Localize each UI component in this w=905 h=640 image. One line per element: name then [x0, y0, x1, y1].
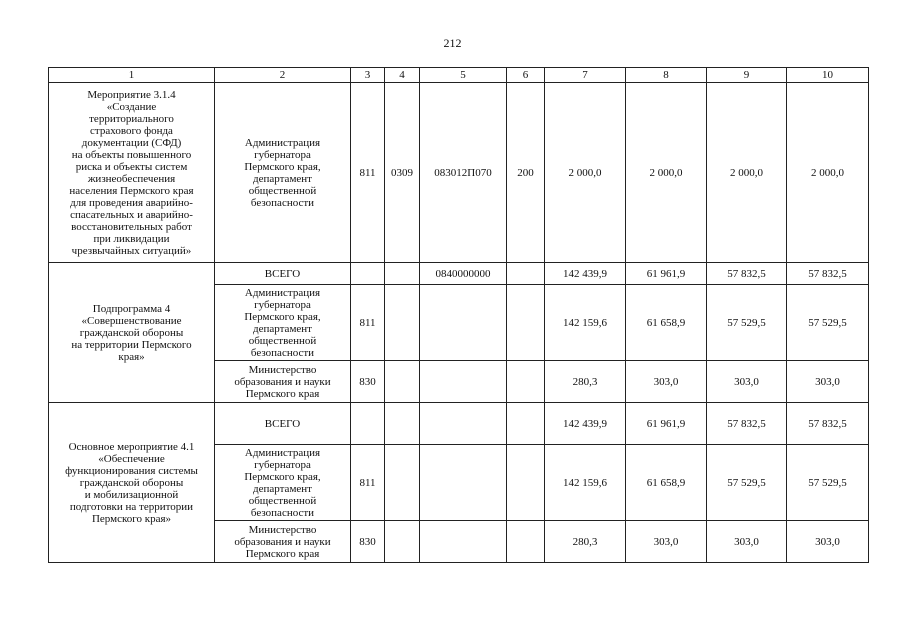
header-col-7: 7 — [545, 68, 626, 83]
subprogram-4-total-label: ВСЕГО — [215, 263, 351, 285]
event-3-1-4-col10: 2 000,0 — [787, 83, 869, 263]
main-event-4-1-name: Основное мероприятие 4.1 «Обеспечение функционирования системы гражданской обороны и мобилизационной подготовки на территории Пермского края» — [49, 403, 215, 563]
subprogram-4-total-csr: 0840000000 — [420, 263, 507, 285]
subprogram-4-total-col8: 61 961,9 — [626, 263, 707, 285]
subprogram-4-ministry-col9: 303,0 — [707, 361, 787, 403]
main-event-4-1-total-col10: 57 832,5 — [787, 403, 869, 445]
header-col-1: 1 — [49, 68, 215, 83]
event-3-1-4-col7: 2 000,0 — [545, 83, 626, 263]
subprogram-4-ministry-col7: 280,3 — [545, 361, 626, 403]
main-event-4-1-total-label: ВСЕГО — [215, 403, 351, 445]
main-event-4-1-ministry-grbs: 830 — [351, 521, 385, 563]
header-col-3: 3 — [351, 68, 385, 83]
subprogram-4-admin-executor: Администрация губернатора Пермского края, департамент общественной безопасности — [215, 285, 351, 361]
main-event-4-1-total-col8: 61 961,9 — [626, 403, 707, 445]
main-event-4-1-total-col9: 57 832,5 — [707, 403, 787, 445]
main-event-4-1-ministry-col9: 303,0 — [707, 521, 787, 563]
table-row-subprogram-4-total — [49, 263, 869, 285]
main-event-4-1-admin-col9: 57 529,5 — [707, 445, 787, 521]
header-row — [49, 68, 869, 83]
main-event-4-1-admin-grbs: 811 — [351, 445, 385, 521]
subprogram-4-admin-col9: 57 529,5 — [707, 285, 787, 361]
main-event-4-1-ministry-col7: 280,3 — [545, 521, 626, 563]
header-col-5: 5 — [420, 68, 507, 83]
main-event-4-1-admin-col10: 57 529,5 — [787, 445, 869, 521]
event-3-1-4-vr: 200 — [507, 83, 545, 263]
main-event-4-1-ministry-executor: Министерство образования и науки Пермского края — [215, 521, 351, 563]
event-3-1-4-grbs: 811 — [351, 83, 385, 263]
main-event-4-1-ministry-col8: 303,0 — [626, 521, 707, 563]
header-col-10: 10 — [787, 68, 869, 83]
subprogram-4-admin-col10: 57 529,5 — [787, 285, 869, 361]
table-row-event-3-1-4 — [49, 83, 869, 263]
subprogram-4-total-col9: 57 832,5 — [707, 263, 787, 285]
event-3-1-4-name: Мероприятие 3.1.4 «Создание территориального страхового фонда документации (СФД) на объекты повышенного риска и объекты систем жизнеобеспечения населения Пермского края для проведения аварийно- спасательных и аварийно- восстановительных работ при ликвидации чрезвычайных ситуаций» — [49, 83, 215, 263]
subprogram-4-ministry-executor: Министерство образования и науки Пермского края — [215, 361, 351, 403]
subprogram-4-admin-grbs: 811 — [351, 285, 385, 361]
subprogram-4-ministry-col10: 303,0 — [787, 361, 869, 403]
header-col-6: 6 — [507, 68, 545, 83]
event-3-1-4-executor: Администрация губернатора Пермского края, департамент общественной безопасности — [215, 83, 351, 263]
main-event-4-1-admin-col7: 142 159,6 — [545, 445, 626, 521]
subprogram-4-name: Подпрограмма 4 «Совершенствование гражданской обороны на территории Пермского края» — [49, 263, 215, 403]
header-col-9: 9 — [707, 68, 787, 83]
main-event-4-1-admin-executor: Администрация губернатора Пермского края, департамент общественной безопасности — [215, 445, 351, 521]
main-event-4-1-total-col7: 142 439,9 — [545, 403, 626, 445]
main-event-4-1-ministry-col10: 303,0 — [787, 521, 869, 563]
subprogram-4-total-col7: 142 439,9 — [545, 263, 626, 285]
main-event-4-1-admin-col8: 61 658,9 — [626, 445, 707, 521]
budget-table — [48, 67, 869, 563]
header-col-2: 2 — [215, 68, 351, 83]
subprogram-4-admin-col8: 61 658,9 — [626, 285, 707, 361]
event-3-1-4-col8: 2 000,0 — [626, 83, 707, 263]
subprogram-4-total-col10: 57 832,5 — [787, 263, 869, 285]
header-col-8: 8 — [626, 68, 707, 83]
event-3-1-4-col9: 2 000,0 — [707, 83, 787, 263]
header-col-4: 4 — [385, 68, 420, 83]
table-row-main-event-4-1-total — [49, 403, 869, 445]
subprogram-4-admin-col7: 142 159,6 — [545, 285, 626, 361]
subprogram-4-ministry-col8: 303,0 — [626, 361, 707, 403]
subprogram-4-ministry-grbs: 830 — [351, 361, 385, 403]
event-3-1-4-rzpr: 0309 — [385, 83, 420, 263]
page-number: 212 — [443, 36, 462, 50]
event-3-1-4-csr: 083012П070 — [420, 83, 507, 263]
